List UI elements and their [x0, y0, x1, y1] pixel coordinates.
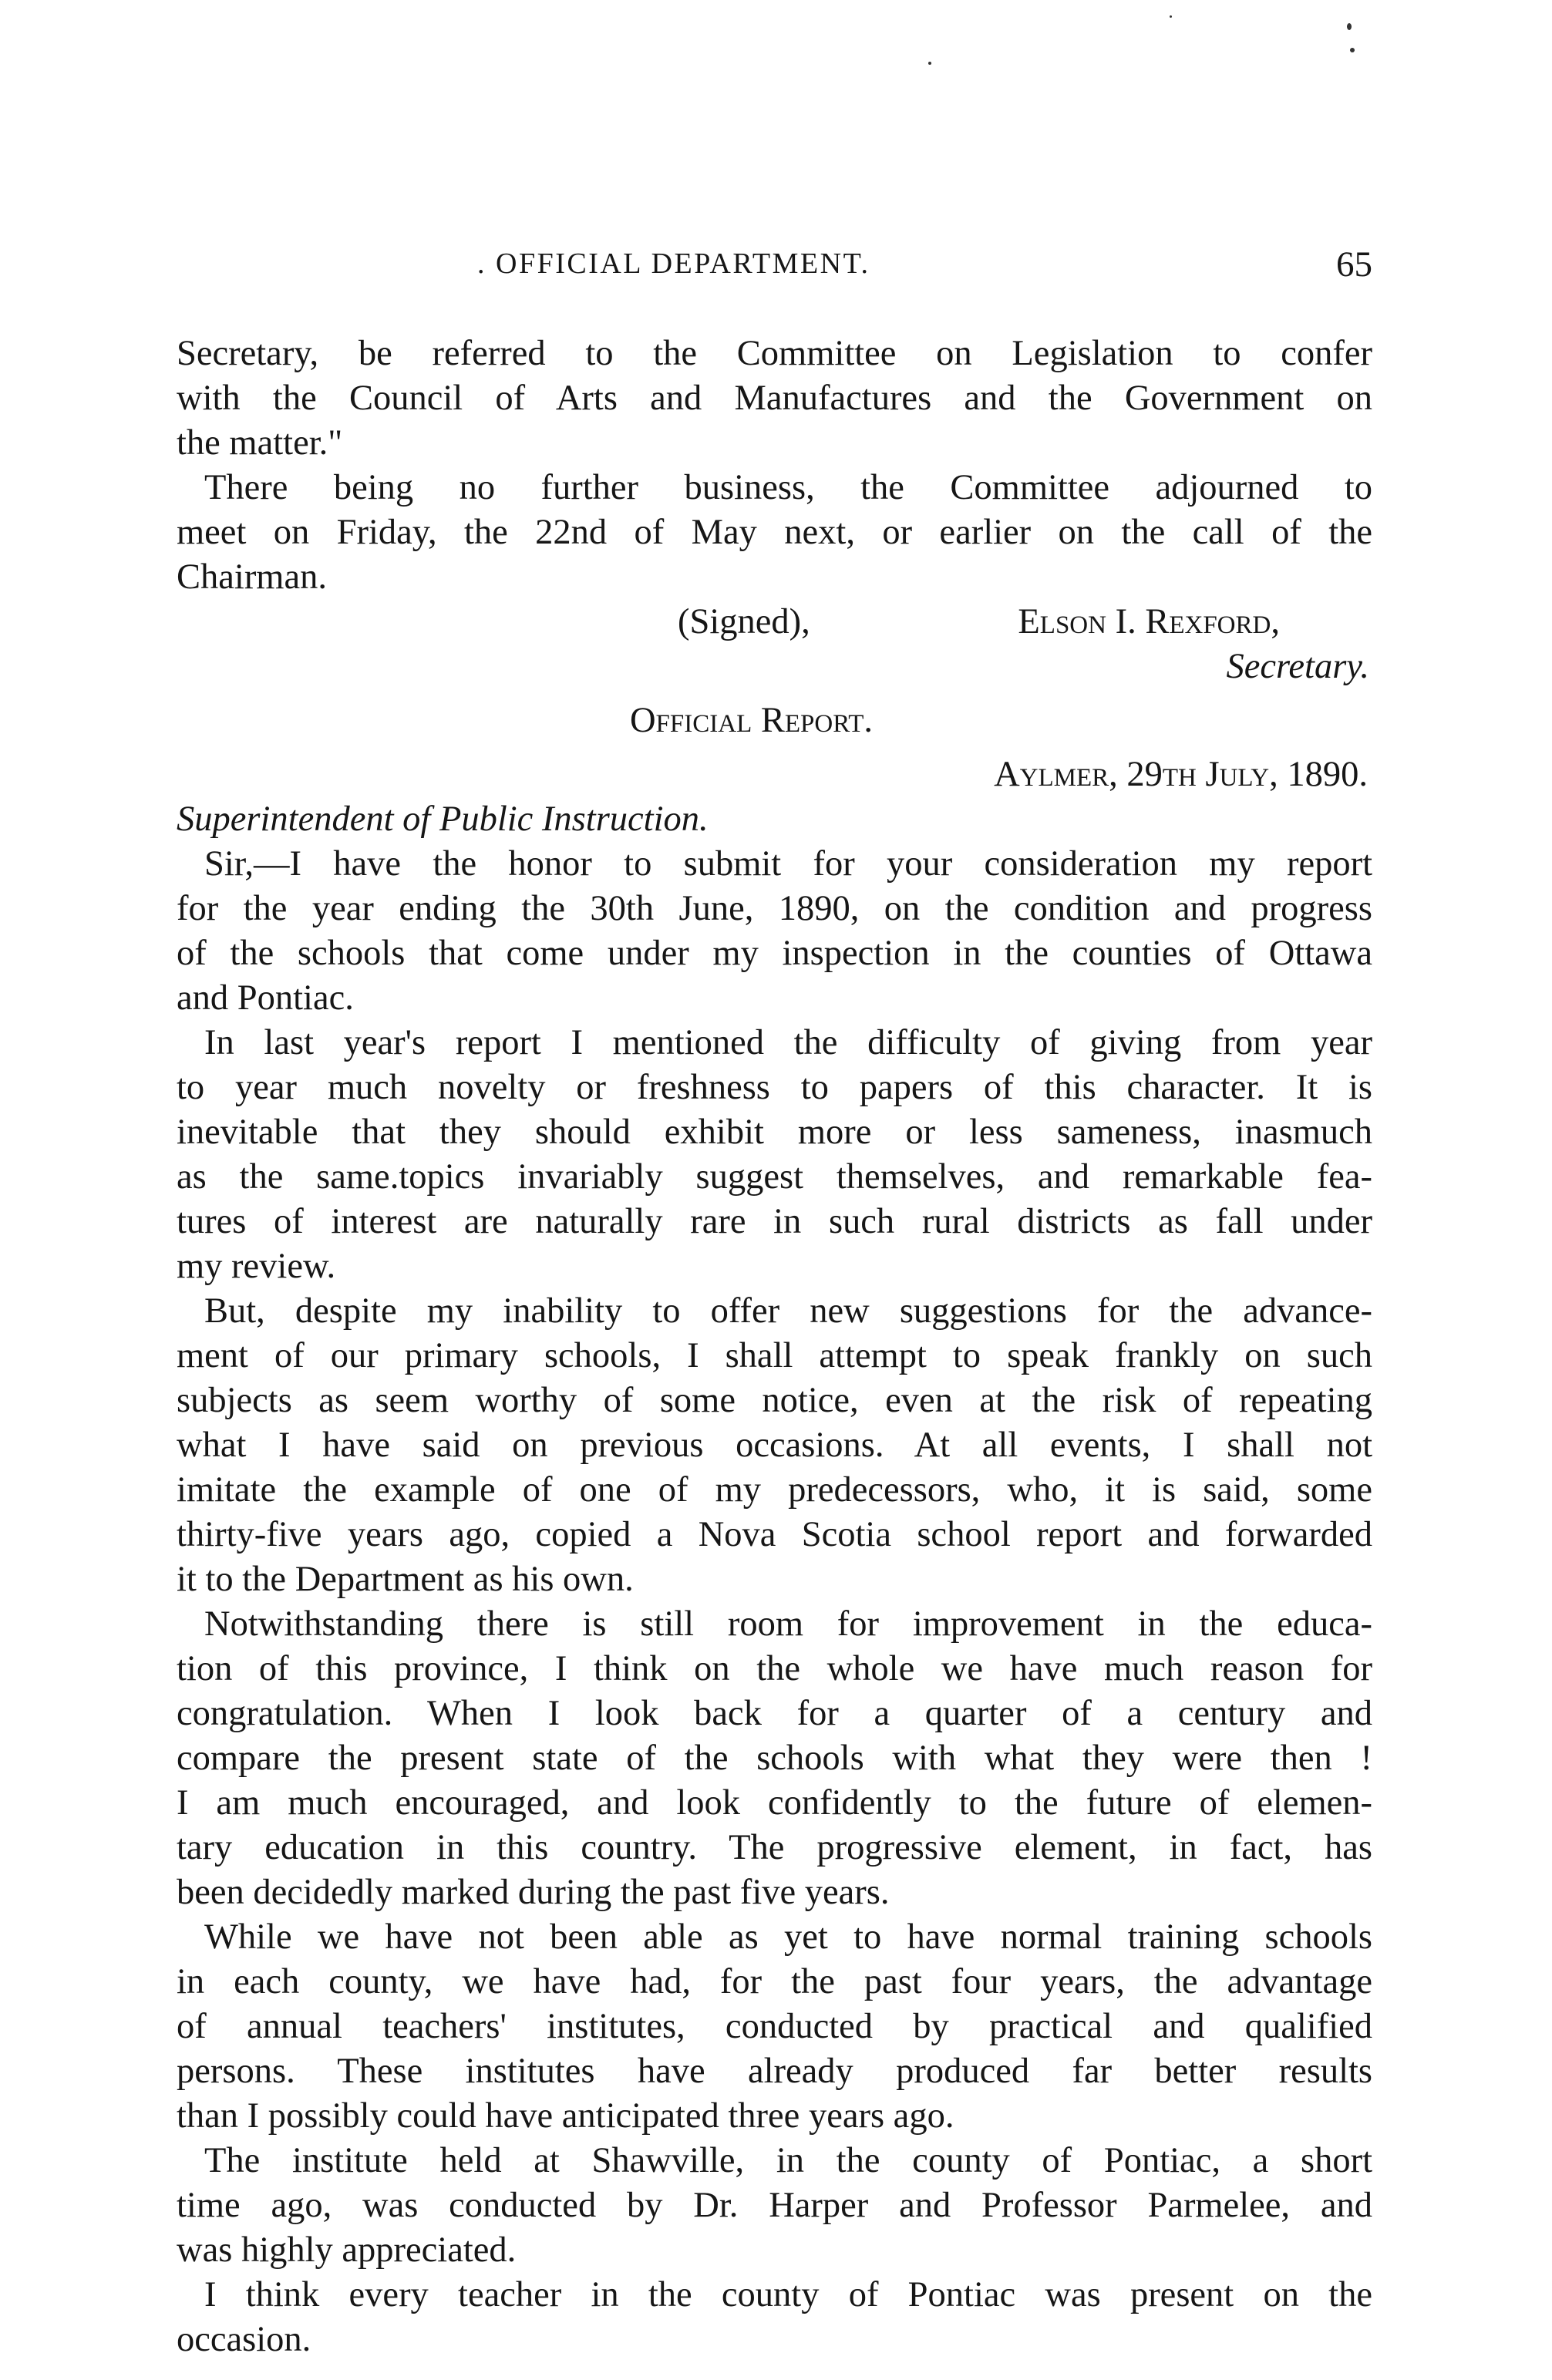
text-line: Chairman. [177, 557, 327, 597]
text-line: to year much novelty or freshness to papers of this character. It is [177, 1068, 1372, 1107]
text-line: as the same.topics invariably suggest themselves, and remarkable fea- [177, 1157, 1372, 1197]
paragraph [177, 466, 1372, 600]
text-line: While we have not been able as yet to have normal training schools [204, 1917, 1372, 1957]
text-line: and Pontiac. [177, 978, 354, 1018]
text-line: thirty-five years ago, copied a Nova Scotia school report and forwarded [177, 1515, 1372, 1554]
text-line: compare the present state of the schools with what they were then ! [177, 1739, 1372, 1778]
text-line: tion of this province, I think on the whole we have much reason for [177, 1649, 1372, 1688]
text-line: what I have said on previous occasions. At all events, I shall not [177, 1426, 1372, 1465]
print-speck [1170, 15, 1172, 18]
text-line: tary education in this country. The progressive element, in fact, has [177, 1828, 1372, 1867]
place-date [177, 752, 1372, 797]
text-line: subjects as seem worthy of some notice, even at the risk of repeating [177, 1381, 1372, 1420]
text-line: occasion. [177, 2320, 311, 2359]
text-line: persons. These institutes have already produced far better results [177, 2052, 1372, 2091]
text-line: imitate the example of one of my predecessors, who, it is said, some [177, 1470, 1372, 1510]
text-line: than I possibly could have anticipated three years ago. [177, 2096, 954, 2136]
page-body [177, 332, 1372, 2362]
text-line: Notwithstanding there is still room for improvement in the educa- [204, 1604, 1372, 1644]
signatory-name: Elson I. Rexford, [1018, 602, 1280, 641]
page-header [177, 244, 1372, 293]
text-line: was highly appreciated. [177, 2230, 517, 2270]
signed-label: (Signed), [678, 602, 810, 641]
print-speck [1347, 23, 1352, 30]
text-line: in each county, we have had, for the past four years, the advantage [177, 1962, 1372, 2001]
print-speck [1350, 48, 1355, 52]
paragraph [177, 842, 1372, 1021]
text-line: it to the Department as his own. [177, 1560, 634, 1599]
signatory-title: Secretary. [1226, 647, 1369, 686]
text-line: ment of our primary schools, I shall attempt to speak frankly on such [177, 1336, 1372, 1375]
text-line: Secretary, be referred to the Committee on Legislation to confer [177, 334, 1372, 373]
text-line: been decidedly marked during the past five years. [177, 1873, 890, 1912]
text-line: In last year's report I mentioned the difficulty of giving from year [204, 1023, 1372, 1062]
print-speck [928, 62, 931, 65]
paragraph [177, 2139, 1372, 2273]
place-date-text: Aylmer, 29th July, 1890. [994, 755, 1368, 794]
running-title: . OFFICIAL DEPARTMENT. [477, 247, 870, 280]
addressee: Superintendent of Public Instruction. [177, 800, 709, 839]
paragraph [177, 1021, 1372, 1289]
text-line: meet on Friday, the 22nd of May next, or earlier on the call of the [177, 513, 1372, 552]
text-line: with the Council of Arts and Manufactures and the Government on [177, 379, 1372, 418]
text-line: time ago, was conducted by Dr. Harper and Professor Parmelee, and [177, 2186, 1372, 2225]
text-line: the matter." [177, 423, 343, 463]
text-line: congratulation. When I look back for a quarter of a century and [177, 1694, 1372, 1733]
text-line: But, despite my inability to offer new suggestions for the advance- [204, 1291, 1372, 1331]
text-line: Sir,—I have the honor to submit for your consideration my report [204, 844, 1372, 884]
text-line: for the year ending the 30th June, 1890, on the condition and progress [177, 889, 1372, 928]
paragraph [177, 332, 1372, 466]
text-line: of annual teachers' institutes, conducted by practical and qualified [177, 2007, 1372, 2046]
paragraph [177, 1915, 1372, 2139]
paragraph [177, 1602, 1372, 1915]
text-line: I think every teacher in the county of Pontiac was present on the [204, 2275, 1372, 2314]
text-line: tures of interest are naturally rare in such rural districts as fall under [177, 1202, 1372, 1241]
text-line: There being no further business, the Committee adjourned to [204, 468, 1372, 507]
paragraph [177, 1289, 1372, 1602]
text-line: inevitable that they should exhibit more or less sameness, inasmuch [177, 1113, 1372, 1152]
page-number: 65 [1336, 244, 1372, 284]
text-line: I am much encouraged, and look confidently to the future of elemen- [177, 1783, 1372, 1823]
text-line: of the schools that come under my inspection in the counties of Ottawa [177, 934, 1372, 973]
text-line: The institute held at Shawville, in the county of Pontiac, a short [204, 2141, 1372, 2180]
signature-line [177, 600, 1372, 645]
text-line: my review. [177, 1247, 336, 1286]
paragraph [177, 2273, 1372, 2362]
section-heading: Official Report. [629, 701, 874, 740]
